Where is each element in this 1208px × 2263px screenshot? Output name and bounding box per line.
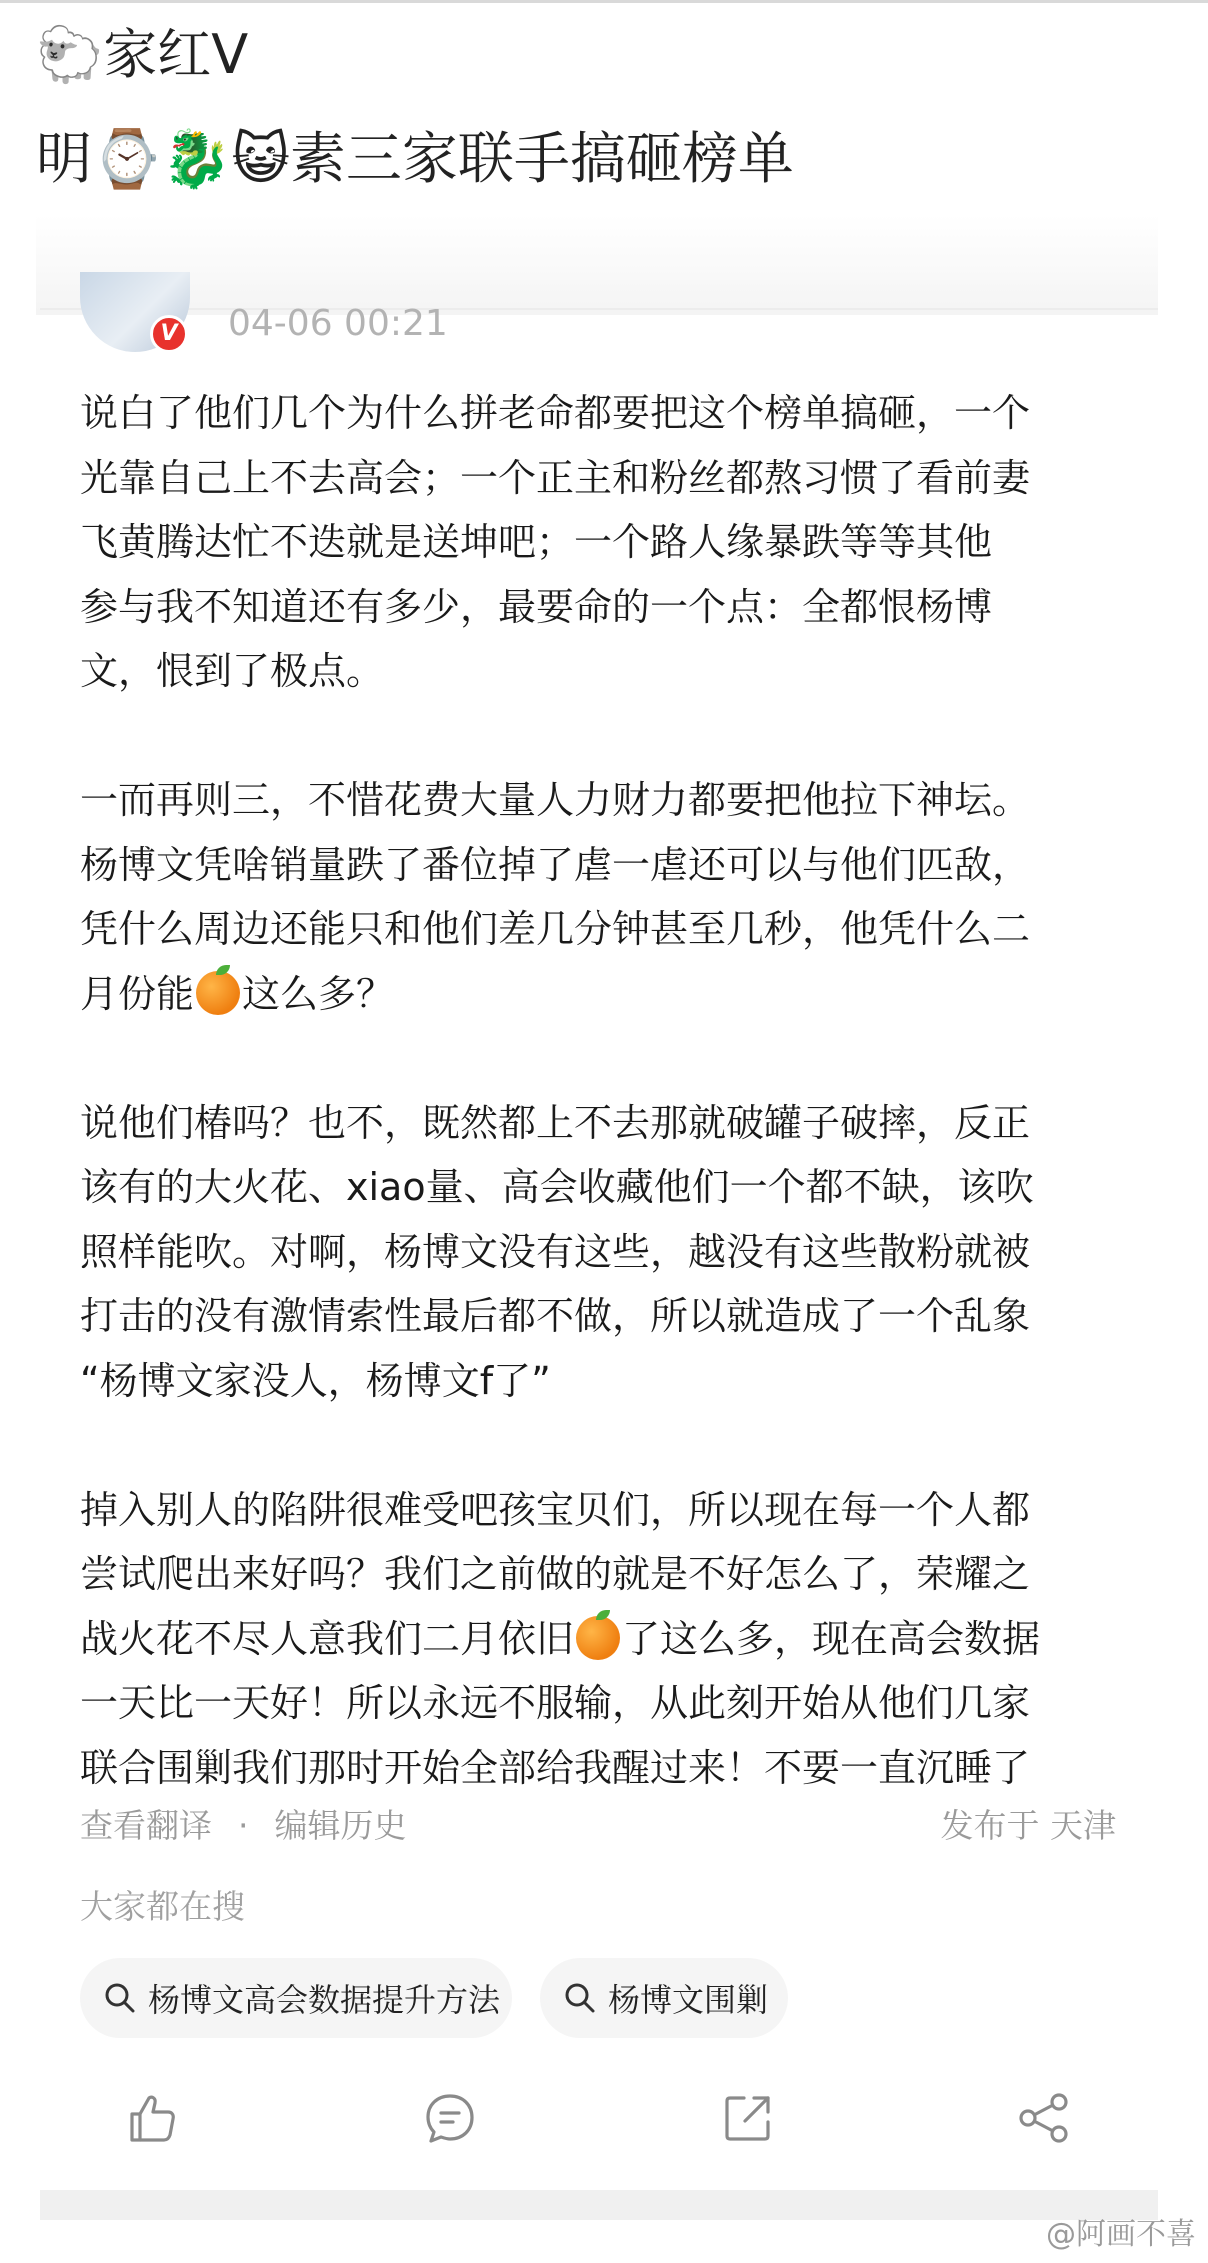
post-line: 照样能吹。对啊，杨博文没有这些，越没有这些散粉就被 bbox=[80, 1229, 1031, 1274]
post-line: 说白了他们几个为什么拼老命都要把这个榜单搞砸，一个 bbox=[80, 391, 1031, 435]
post-line: 光靠自己上不去高会；一个正主和粉丝都熬习惯了看前妻 bbox=[80, 455, 1031, 500]
orange-emoji-icon bbox=[196, 971, 240, 1015]
post-line: 杨博文凭啥销量跌了番位掉了虐一虐还可以与他们匹敌， bbox=[80, 842, 1031, 887]
post-line-text: 这么多？ bbox=[242, 971, 395, 1016]
paragraph-gap bbox=[80, 704, 1120, 769]
share-icon[interactable] bbox=[720, 2090, 776, 2146]
post-line-text: 了这么多，现在高会数据 bbox=[622, 1616, 1041, 1661]
post-line: 掉入别人的陷阱很难受吧孩宝贝们，所以现在每一个人都 bbox=[80, 1487, 1031, 1532]
post-time: 04-06 00:21 bbox=[228, 303, 448, 344]
edit-history-link[interactable]: 编辑历史 bbox=[274, 1806, 407, 1845]
post-line bbox=[80, 1607, 1120, 1672]
post-line-text: 战火花不尽人意我们二月依旧 bbox=[80, 1616, 575, 1661]
post-location: 发布于 天津 bbox=[940, 1806, 1116, 1845]
search-chip[interactable] bbox=[80, 1958, 512, 2038]
post-line: 凭什么周边还能只和他们差几分钟甚至几秒，他凭什么二 bbox=[80, 907, 1031, 951]
top-divider bbox=[0, 0, 1208, 3]
header-fade bbox=[36, 215, 1158, 315]
paragraph-gap bbox=[80, 1413, 1120, 1478]
translate-link[interactable]: 查看翻译 bbox=[80, 1806, 212, 1845]
header-title: 🐑家红V bbox=[36, 23, 249, 86]
post-line-text: 月份能 bbox=[80, 971, 195, 1016]
header-subtitle: 明⌚🐉😺素三家联手搞砸榜单 bbox=[36, 127, 794, 192]
post-line: “杨博文家没人，杨博文f了” bbox=[80, 1358, 551, 1403]
post-line: 尝试爬出来好吗？我们之前做的就是不好怎么了，荣耀之 bbox=[80, 1552, 1031, 1596]
comment-icon[interactable] bbox=[422, 2090, 478, 2146]
bottom-bar bbox=[40, 2190, 1158, 2220]
orange-emoji-icon bbox=[576, 1616, 620, 1660]
like-icon[interactable] bbox=[124, 2090, 180, 2146]
search-heading: 大家都在搜 bbox=[80, 1887, 245, 1926]
post-line: 文，恨到了极点。 bbox=[80, 649, 385, 693]
post-line: 一天比一天好！所以永远不服输，从此刻开始从他们几家 bbox=[80, 1681, 1031, 1725]
post-body bbox=[80, 381, 1120, 1800]
share-nodes-icon[interactable] bbox=[1016, 2090, 1072, 2146]
card-edge bbox=[40, 308, 1158, 310]
verified-badge: V bbox=[150, 315, 188, 353]
search-icon bbox=[102, 1980, 138, 2016]
post-line: 说他们椿吗？也不，既然都上不去那就破罐子破摔，反正 bbox=[80, 1100, 1031, 1145]
search-chip[interactable] bbox=[540, 1958, 788, 2038]
post-line: 打击的没有激情索性最后都不做，所以就造成了一个乱象 bbox=[80, 1294, 1031, 1338]
post-line bbox=[80, 962, 1120, 1027]
search-chip-label: 杨博文高会数据提升方法 bbox=[148, 1981, 501, 2019]
watermark: @阿画不喜 bbox=[1046, 2217, 1196, 2252]
post-line: 一而再则三，不惜花费大量人力财力都要把他拉下神坛。 bbox=[80, 778, 1031, 822]
post-meta bbox=[80, 1804, 407, 1848]
post-line: 飞黄腾达忙不迭就是送坤吧；一个路人缘暴跌等等其他 bbox=[80, 520, 993, 564]
post-line: 该有的大火花、xiao量、高会收藏他们一个都不缺，该吹 bbox=[80, 1165, 1034, 1209]
search-chip-label: 杨博文围剿 bbox=[608, 1981, 769, 2019]
search-icon bbox=[562, 1980, 598, 2016]
paragraph-gap bbox=[80, 1026, 1120, 1091]
post-line: 联合围剿我们那时开始全部给我醒过来！不要一直沉睡了 bbox=[80, 1745, 1031, 1790]
meta-separator: · bbox=[238, 1806, 249, 1845]
post-line: 参与我不知道还有多少，最要命的一个点：全都恨杨博 bbox=[80, 584, 993, 629]
